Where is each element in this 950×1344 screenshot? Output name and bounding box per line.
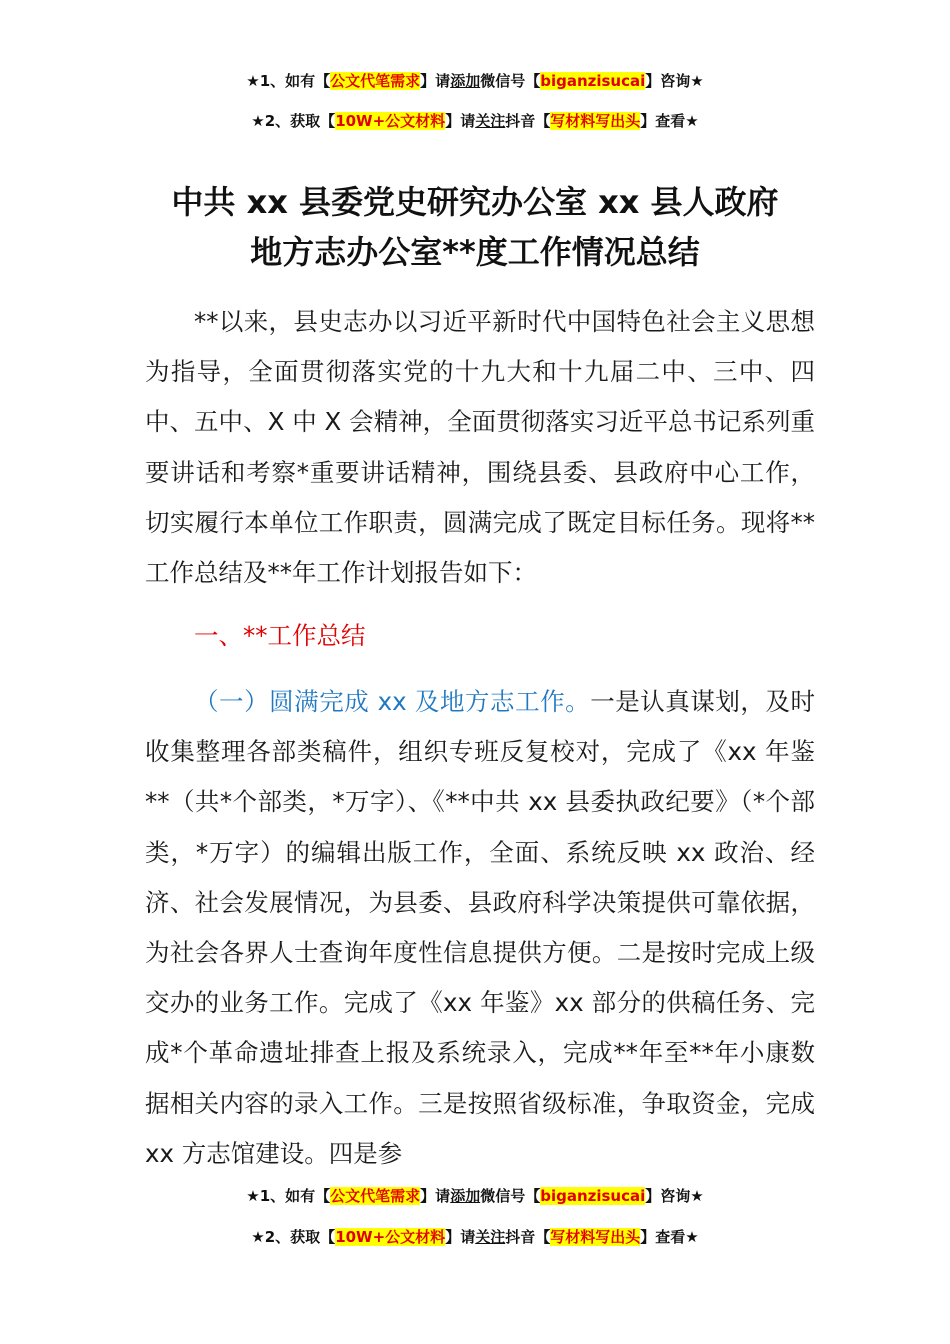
banner-text: ★1、如有【 [246, 72, 331, 90]
banner-text: 】请 [420, 72, 451, 90]
banner-text: 】请 [445, 112, 476, 130]
banner-text: ★1、如有【 [246, 1187, 331, 1205]
banner-underline: 添加 [450, 72, 481, 90]
banner-text: 微信号【 [480, 1187, 541, 1205]
section-heading: 一、**工作总结 [194, 621, 366, 650]
banner-text: 】查看★ [640, 112, 699, 130]
document-title-line1: 中共 xx 县委党史研究办公室 xx 县人政府 [171, 183, 779, 221]
banner-text: ★2、获取【 [251, 112, 336, 130]
banner-highlight: biganzisucai [540, 72, 646, 90]
banner-text: 抖音【 [505, 112, 551, 130]
intro-paragraph: **以来，县史志办以习近平新时代中国特色社会主义思想为指导，全面贯彻落实党的十九大和十九届二中、三中、四中、五中、X 中 X 会精神，全面贯彻落实习近平总书记系列重要讲话和考察*重要讲话精神，围绕县委、县政府中心工作，切实履行本单位工作职责，圆满完成了既定目标任务。现将**工作总结及**年工作计划报告如下： [145, 307, 815, 588]
promo-banner-bottom-line1 [0, 1185, 950, 1207]
banner-highlight: 10W+公文材料 [335, 1228, 446, 1246]
banner-highlight: 写材料写出头 [550, 112, 641, 130]
subsection-paragraph [145, 677, 815, 1172]
banner-highlight: 10W+公文材料 [335, 112, 446, 130]
banner-text: 】请 [420, 1187, 451, 1205]
promo-banner-bottom-line2 [0, 1226, 950, 1248]
subsection-heading: （一）圆满完成 xx 及地方志工作。 [194, 687, 591, 716]
banner-text: 】请 [445, 1228, 476, 1246]
banner-underline: 添加 [450, 1187, 481, 1205]
banner-underline: 关注 [475, 112, 506, 130]
banner-highlight: 公文代笔需求 [330, 1187, 421, 1205]
banner-text: 微信号【 [480, 72, 541, 90]
banner-highlight: biganzisucai [540, 1187, 646, 1205]
banner-underline: 关注 [475, 1228, 506, 1246]
banner-highlight: 公文代笔需求 [330, 72, 421, 90]
banner-text: 】查看★ [640, 1228, 699, 1246]
banner-text: 抖音【 [505, 1228, 551, 1246]
banner-text: 】咨询★ [645, 72, 704, 90]
banner-text: ★2、获取【 [251, 1228, 336, 1246]
banner-highlight: 写材料写出头 [550, 1228, 641, 1246]
document-title-line2: 地方志办公室**度工作情况总结 [250, 233, 700, 271]
subsection-body: 一是认真谋划，及时收集整理各部类稿件，组织专班反复校对，完成了《xx 年鉴**（共*个部类，*万字）、《**中共 xx 县委执政纪要》（*个部类，*万字）的编辑出版工作，全面、系统反映 xx 政治、经济、社会发展情况，为县委、县政府科学决策提供可靠依据，为社会各界人士查询年度性信息提供方便。二是按时完成上级交办的业务工作。完成了《xx 年鉴》xx 部分的供稿任务、完成*个革命遗址排查上报及系统录入，完成**年至**年小康数据相关内容的录入工作。三是按照省级标准，争取资金，完成 xx 方志馆建设。四是参 [145, 687, 815, 1168]
banner-text: 】咨询★ [645, 1187, 704, 1205]
